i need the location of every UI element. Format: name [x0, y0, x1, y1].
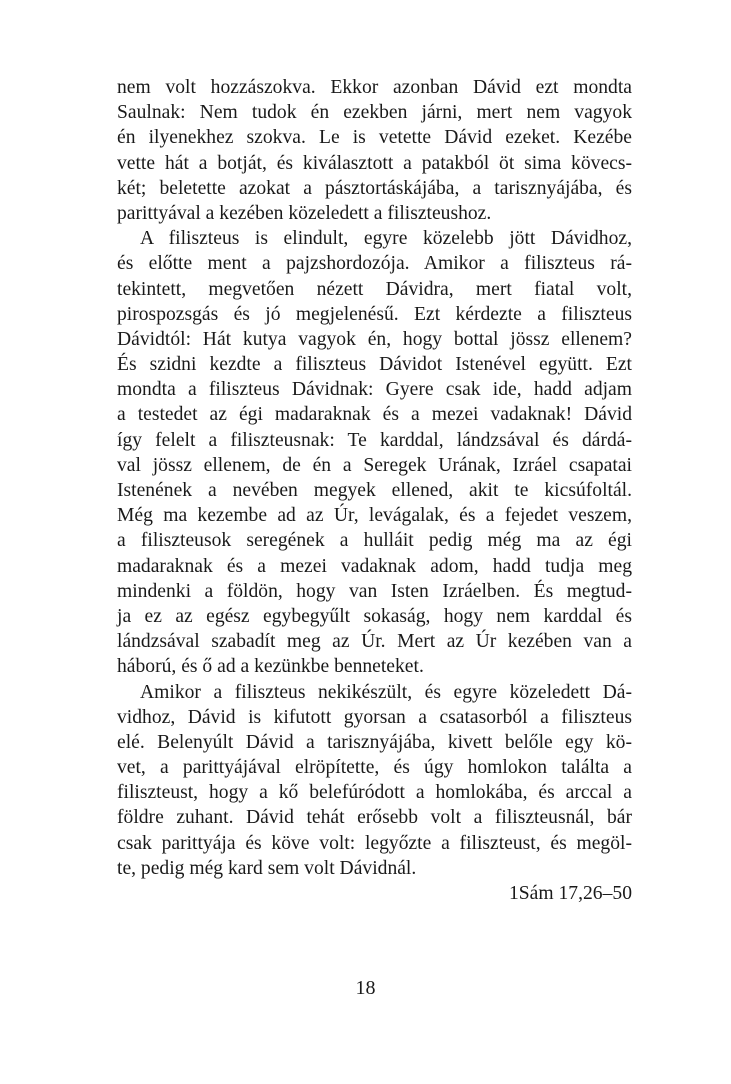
text-line: és előtte ment a pajzshordozója. Amikor a filiszteus rá-	[117, 253, 632, 275]
text-line: pirospozsgás és jó megjelenésű. Ezt kérdezte a filiszteus	[117, 303, 632, 325]
text-line: háború, és ő ad a kezünkbe benneteket.	[117, 656, 424, 678]
text-line: nem volt hozzászokva. Ekkor azonban Dávid ezt mondta	[117, 77, 632, 98]
text-line: te, pedig még kard sem volt Dávidnál.	[117, 857, 417, 879]
text-line: csak parittyája és köve volt: legyőzte a filiszteust, és megöl-	[117, 832, 632, 854]
paragraph-2	[117, 226, 632, 679]
text-line: vette hát a botját, és kiválasztott a patakból öt sima kövecs-	[117, 152, 632, 174]
text-line: Amikor a filiszteus nekikészült, és egyre közeledett Dá-	[140, 681, 632, 703]
text-line: Istenének a nevében megyek ellened, akit te kicsúfoltál.	[117, 480, 632, 501]
text-line: És szidni kezdte a filiszteus Dávidot Istenével együtt. Ezt	[117, 354, 632, 376]
paragraph-1	[117, 75, 632, 226]
text-line: Saulnak: Nem tudok én ezekben járni, mert nem vagyok	[117, 102, 632, 124]
text-line: Még ma kezembe ad az Úr, levágalak, és a fejedet veszem,	[117, 505, 632, 527]
bible-reference: 1Sám 17,26–50	[508, 883, 632, 904]
text-line: ja ez az egész egybegyűlt sokaság, hogy nem karddal és	[117, 605, 632, 627]
text-line: A filiszteus is elindult, egyre közelebb jött Dávidhoz,	[140, 228, 632, 250]
page-number: 18	[355, 977, 376, 999]
text-line: én ilyenekhez szokva. Le is vetette Dávid ezeket. Kezébe	[117, 127, 632, 149]
text-line: parittyával a kezében közeledett a filiszteushoz.	[117, 202, 492, 224]
text-line: val jössz ellenem, de én a Seregek Urának, Izráel csapatai	[117, 454, 632, 476]
text-line: mondta a filiszteus Dávidnak: Gyere csak ide, hadd adjam	[117, 379, 632, 401]
text-line: madaraknak és a mezei vadaknak adom, hadd tudja meg	[117, 555, 632, 577]
text-line: mindenki a földön, hogy van Isten Izráelben. És megtud-	[117, 580, 632, 602]
text-line: Dávidtól: Hát kutya vagyok én, hogy bottal jössz ellenem?	[117, 328, 632, 350]
text-line: vidhoz, Dávid is kifutott gyorsan a csatasorból a filiszteus	[117, 706, 632, 728]
text-line: filiszteust, hogy a kő belefúródott a homlokába, és arccal a	[117, 782, 632, 804]
text-line: így felelt a filiszteusnak: Te karddal, lándzsával és dárdá-	[117, 429, 632, 451]
text-line: a filiszteusok seregének a hulláit pedig még ma az égi	[117, 530, 632, 552]
text-line: tekintett, megvetően nézett Dávidra, mert fiatal volt,	[117, 278, 632, 300]
text-line: két; beletette azokat a pásztortáskájába, a tarisznyájába, és	[117, 177, 632, 199]
paragraph-3	[117, 680, 632, 882]
text-line: a testedet az égi madaraknak és a mezei vadaknak! Dávid	[117, 404, 632, 426]
text-line: földre zuhant. Dávid tehát erősebb volt a filiszteusnál, bár	[117, 807, 632, 829]
page-body	[117, 75, 632, 906]
text-line: elé. Belenyúlt Dávid a tarisznyájába, kivett belőle egy kö-	[117, 731, 632, 753]
text-line: vet, a parittyájával elröpítette, és úgy homlokon találta a	[117, 757, 632, 779]
text-line: lándzsával szabadít meg az Úr. Mert az Úr kezében van a	[117, 631, 632, 653]
